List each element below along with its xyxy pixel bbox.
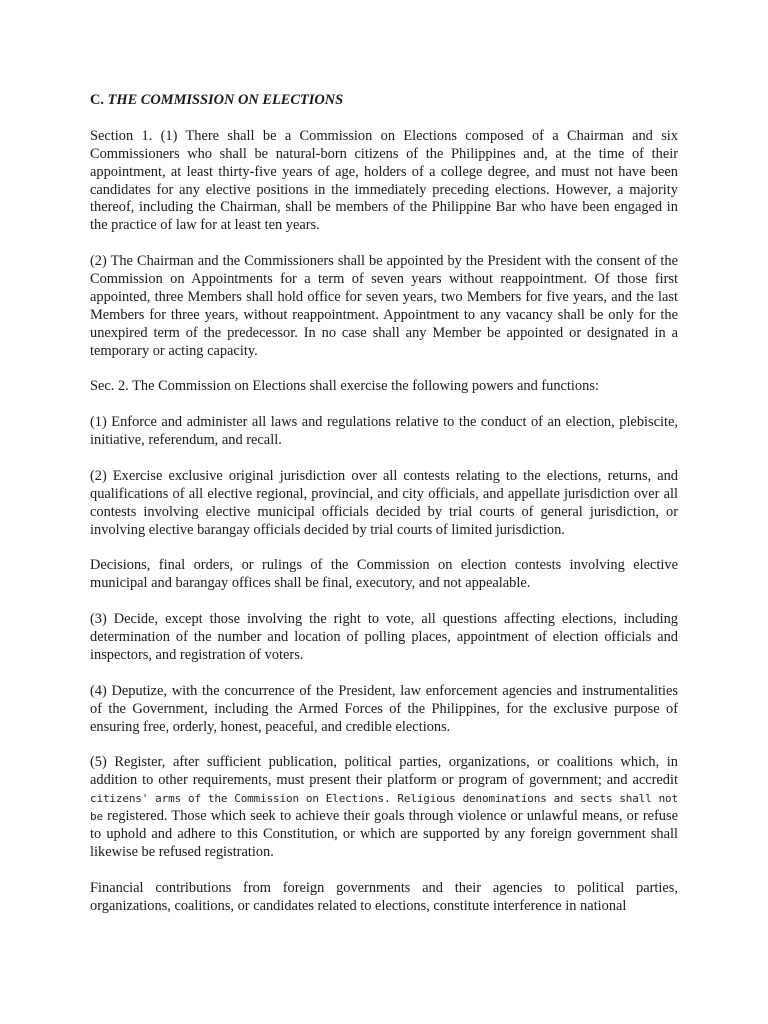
power-5-narrow-text: citizens' arms of the Commission on Elections. Religious denominations and sects shall not be (90, 792, 678, 824)
paragraph-section-1: Section 1. (1) There shall be a Commission on Elections composed of a Chairman and six Commissioners who shall be natural-born citizens of the Philippines and, at the time of their appointment, at least thirty-five years of age, holders of a college degree, and must not have been candidates for any elective positions in the immediately preceding elections. However, a majority thereof, including the Chairman, shall be members of the Philippine Bar who have been engaged in the practice of law for at least ten years. (90, 127, 678, 234)
heading-title: THE COMMISSION ON ELECTIONS (107, 92, 344, 108)
paragraph-power-4: (4) Deputize, with the concurrence of the President, law enforcement agencies and instrumentalities of the Government, including the Armed Forces of the Philippines, for the exclusive purpose of ensuring free, orderly, honest, peaceful, and credible elections. (90, 682, 678, 735)
paragraph-power-5 (90, 754, 678, 861)
paragraph-financial-contributions: Financial contributions from foreign governments and their agencies to political parties, organizations, coalitions, or candidates related to elections, constitute interference in national (90, 879, 678, 914)
paragraph-power-1: (1) Enforce and administer all laws and regulations relative to the conduct of an election, plebiscite, initiative, referendum, and recall. (90, 414, 678, 449)
paragraph-power-3: (3) Decide, except those involving the right to vote, all questions affecting elections, including determination of the number and location of polling places, appointment of election officials and inspectors, and registration of voters. (90, 611, 678, 663)
power-5-part-1: (5) Register, after sufficient publication, political parties, organizations, or coalitions which, in addition to other requirements, must present their platform or program of government; and accredit (90, 754, 678, 789)
power-5-part-3: registered. Those which seek to achieve their goals through violence or unlawful means, or refuse to uphold and adhere to this Constitution, or which are supported by any foreign government shall likewise be refused registration. (90, 808, 678, 860)
paragraph-sec-2-intro: Sec. 2. The Commission on Elections shall exercise the following powers and functions: (90, 378, 599, 395)
paragraph-decisions: Decisions, final orders, or rulings of the Commission on election contests involving elective municipal and barangay offices shall be final, executory, and not appealable. (90, 557, 678, 592)
paragraph-power-2: (2) Exercise exclusive original jurisdiction over all contests relating to the elections, returns, and qualifications of all elective regional, provincial, and city officials, and appellate jurisdiction over all contests involving elective municipal officials decided by trial courts of general jurisdiction, or involving elective barangay officials decided by trial courts of limited jurisdiction. (90, 467, 678, 538)
heading-prefix: C. (90, 92, 104, 108)
section-heading (90, 92, 678, 110)
document-page (90, 92, 678, 933)
paragraph-section-1-2: (2) The Chairman and the Commissioners shall be appointed by the President with the consent of the Commission on Appointments for a term of seven years without reappointment. Of those first appointed, three Members shall hold office for seven years, two Members for five years, and the last Members for three years, without reappointment. Appointment to any vacancy shall be only for the unexpired term of the predecessor. In no case shall any Member be appointed or designated in a temporary or acting capacity. (90, 253, 678, 359)
